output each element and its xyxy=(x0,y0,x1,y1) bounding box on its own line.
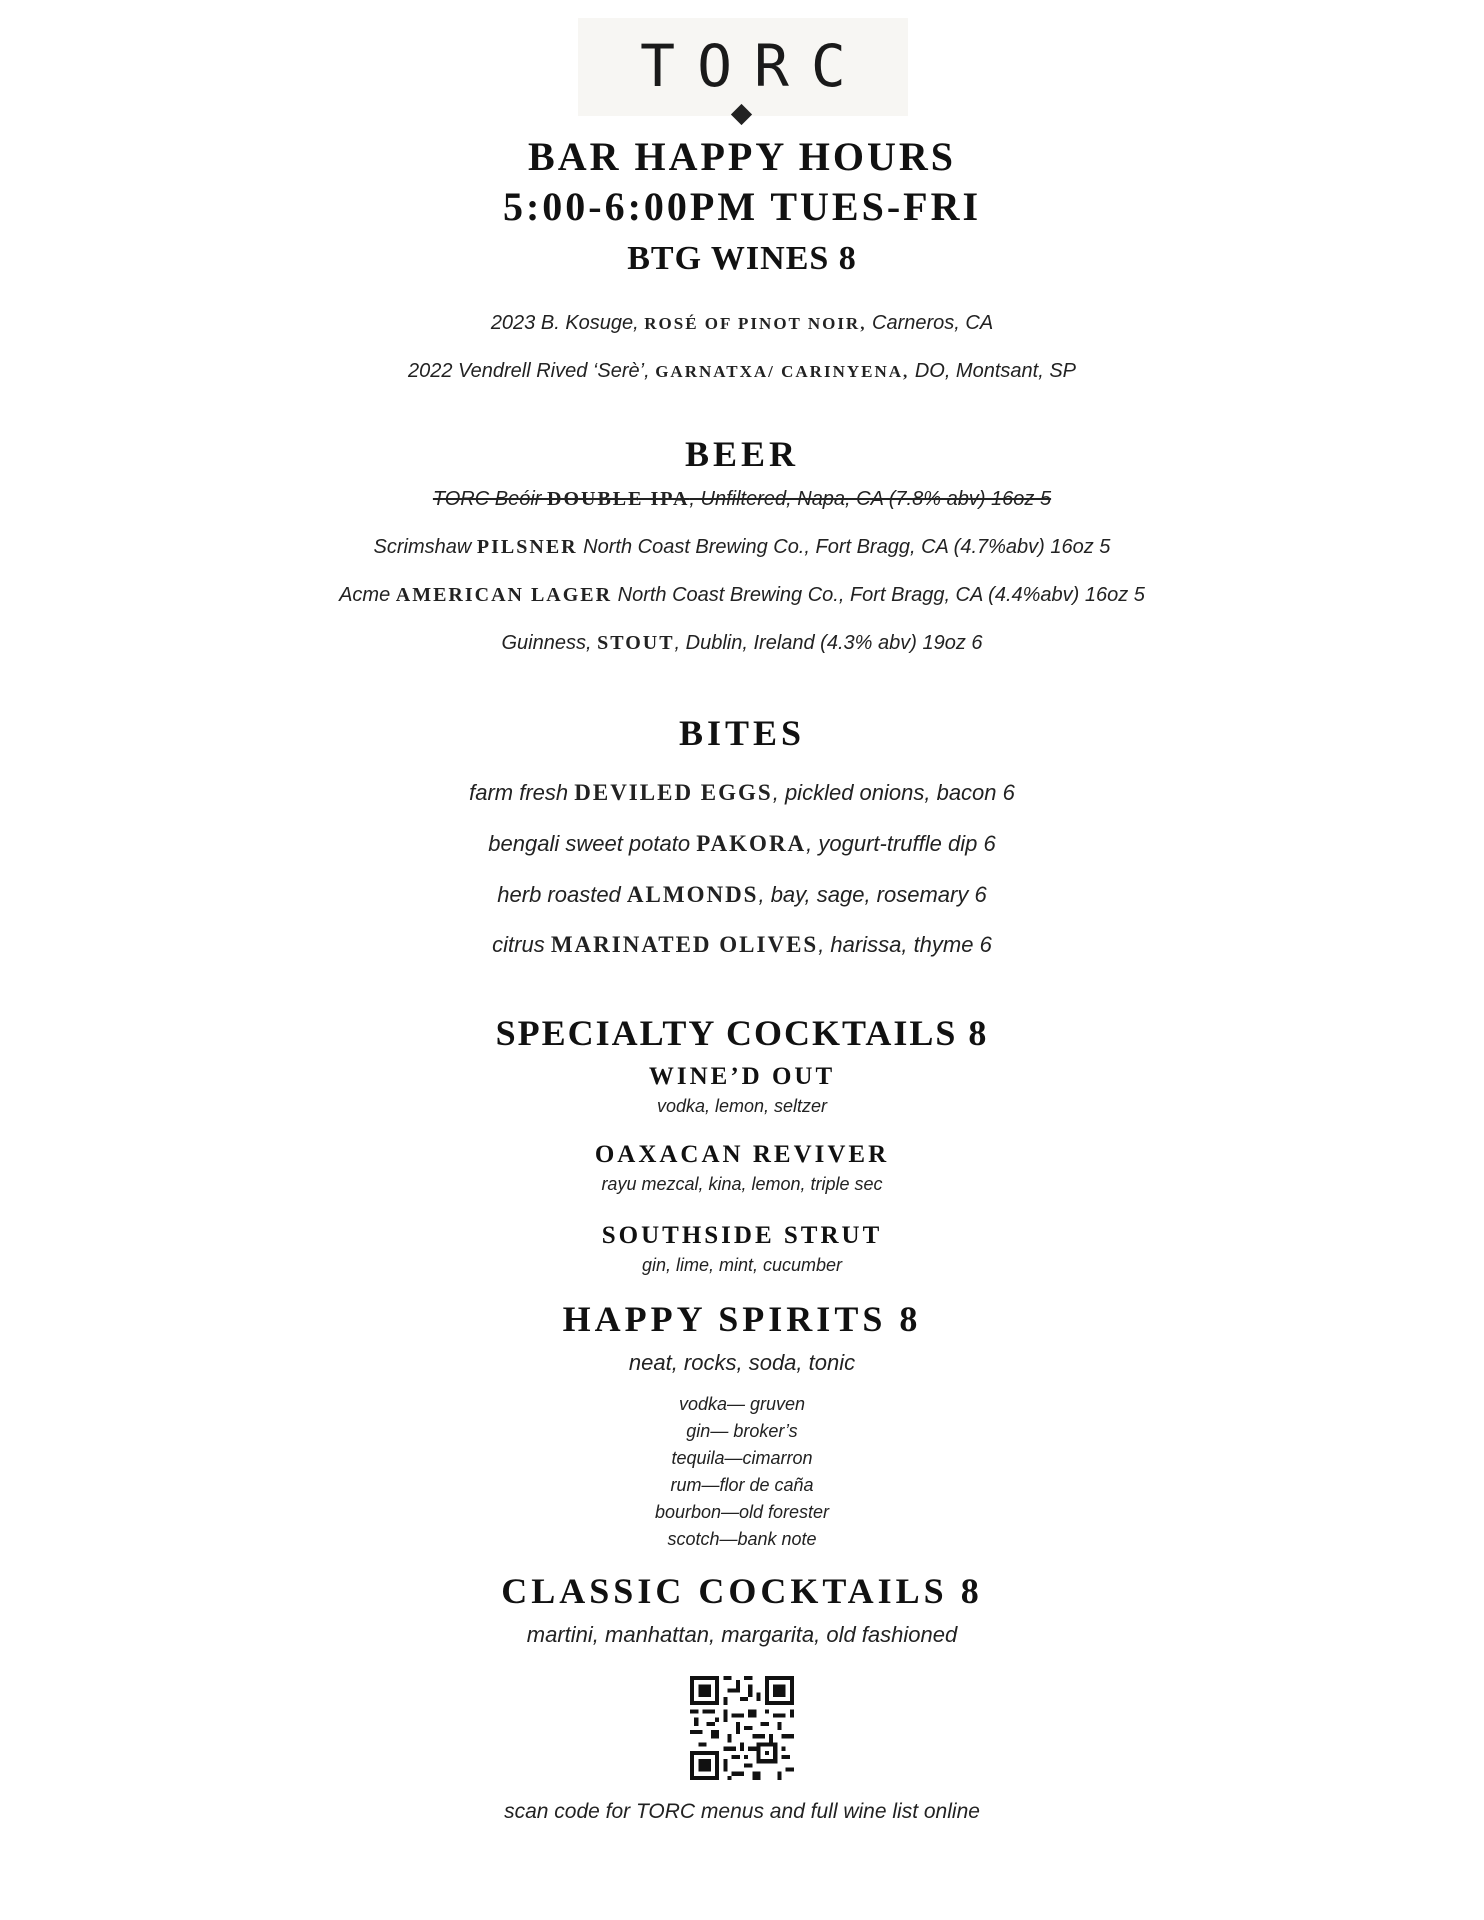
bite-item: herb roasted ALMONDS, bay, sage, rosemary 6 xyxy=(497,882,987,907)
happy-spirits-title: HAPPY SPIRITS 8 xyxy=(562,1299,922,1339)
beer-title: BEER xyxy=(684,434,800,474)
cocktail-description: vodka, lemon, seltzer xyxy=(656,1096,828,1116)
header-time: 5:00-6:00PM TUES-FRI xyxy=(502,184,982,229)
bite-item: bengali sweet potato PAKORA, yogurt-truffle dip 6 xyxy=(488,831,996,856)
cocktail-name: SOUTHSIDE STRUT xyxy=(601,1222,883,1249)
beer-item: Guinness, STOUT, Dublin, Ireland (4.3% abv) 19oz 6 xyxy=(501,632,983,654)
classic-cocktails-title: CLASSIC COCKTAILS 8 xyxy=(501,1571,983,1611)
spirit-item: tequila—cimarron xyxy=(671,1448,813,1468)
beer-item: Scrimshaw PILSNER North Coast Brewing Co., Fort Bragg, CA (4.7%abv) 16oz 5 xyxy=(373,536,1111,558)
wine-item: 2023 B. Kosuge, ROSÉ OF PINOT NOIR, Carneros, CA xyxy=(490,312,994,334)
bite-item: farm fresh DEVILED EGGS, pickled onions, bacon 6 xyxy=(469,780,1015,805)
classic-cocktails-list: martini, manhattan, margarita, old fashioned xyxy=(526,1622,958,1647)
spirit-item: vodka— gruven xyxy=(678,1394,806,1414)
qr-code-icon[interactable] xyxy=(690,1676,794,1780)
beer-item-unavailable: TORC Beóir DOUBLE IPA, Unfiltered, Napa, CA (7.8% abv) 16oz 5 xyxy=(432,488,1052,510)
spirit-item: scotch—bank note xyxy=(667,1529,817,1549)
specialty-cocktails-title: SPECIALTY COCKTAILS 8 xyxy=(495,1013,989,1053)
cocktail-name: WINE’D OUT xyxy=(648,1063,836,1090)
cocktail-description: rayu mezcal, kina, lemon, triple sec xyxy=(601,1174,883,1194)
header-title: BAR HAPPY HOURS xyxy=(528,134,956,179)
spirit-item: rum—flor de caña xyxy=(670,1475,814,1495)
spirits-serve-options: neat, rocks, soda, tonic xyxy=(628,1350,856,1375)
beer-item: Acme AMERICAN LAGER North Coast Brewing Co., Fort Bragg, CA (4.4%abv) 16oz 5 xyxy=(339,584,1145,606)
cocktail-description: gin, lime, mint, cucumber xyxy=(641,1255,843,1275)
qr-caption: scan code for TORC menus and full wine list online xyxy=(504,1800,980,1823)
spirit-item: bourbon—old forester xyxy=(654,1502,830,1522)
wine-item: 2022 Vendrell Rived ‘Serè’, GARNATXA/ CARINYENA, DO, Montsant, SP xyxy=(408,360,1076,382)
bite-item: citrus MARINATED OLIVES, harissa, thyme 6 xyxy=(492,932,992,957)
bites-title: BITES xyxy=(678,713,806,753)
cocktail-name: OAXACAN REVIVER xyxy=(594,1141,890,1168)
btg-wines-title: BTG WINES 8 xyxy=(627,240,857,277)
spirit-item: gin— broker’s xyxy=(686,1421,798,1441)
logo-wordmark: TORC xyxy=(640,32,868,100)
torc-logo xyxy=(578,18,908,116)
